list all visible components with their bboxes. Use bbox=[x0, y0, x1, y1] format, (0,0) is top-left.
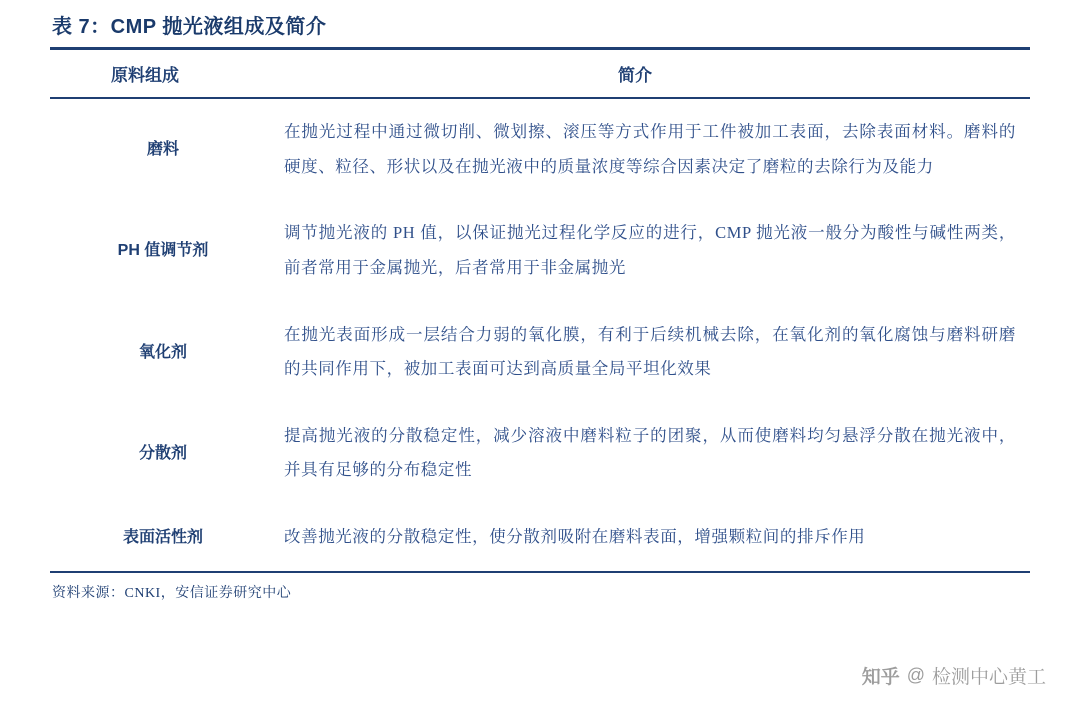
cmp-slurry-table-body bbox=[50, 99, 1030, 571]
page-title: 表 7：CMP 抛光液组成及简介 bbox=[52, 16, 327, 38]
table-row bbox=[50, 200, 1030, 301]
watermark-username: 检测中心黄工 bbox=[931, 667, 1046, 688]
cmp-slurry-table bbox=[50, 50, 1030, 97]
source-note: 资料来源：CNKI，安信证券研究中心 bbox=[52, 585, 292, 601]
column-header-material: 原料组成 bbox=[111, 66, 179, 85]
cell-material-name: 氧化剂 bbox=[138, 343, 187, 361]
cell-material-description: 在抛光表面形成一层结合力弱的氧化膜，有利于后续机械去除，在氧化剂的氧化腐蚀与磨料研磨的共同作用下，被加工表面可达到高质量全局平坦化效果 bbox=[284, 324, 1016, 379]
table-header-row bbox=[50, 50, 1030, 97]
cell-material-name: 表面活性剂 bbox=[122, 528, 203, 546]
zhihu-logo: 知乎 bbox=[861, 667, 900, 688]
cell-material-description: 改善抛光液的分散稳定性，使分散剂吸附在磨料表面，增强颗粒间的排斥作用 bbox=[284, 527, 866, 547]
table-header bbox=[50, 50, 1030, 97]
table-row bbox=[50, 403, 1030, 504]
cell-material-name: PH 值调节剂 bbox=[117, 242, 209, 260]
table-row bbox=[50, 504, 1030, 571]
cell-material-description: 在抛光过程中通过微切削、微划擦、滚压等方式作用于工件被加工表面，去除表面材料。磨料的硬度、粒径、形状以及在抛光液中的质量浓度等综合因素决定了磨粒的去除行为及能力 bbox=[284, 122, 1016, 176]
watermark bbox=[862, 662, 1046, 689]
cell-material-name: 磨料 bbox=[146, 141, 179, 159]
cell-material-description: 调节抛光液的 PH 值，以保证抛光过程化学反应的进行，CMP 抛光液一般分为酸性与碱性两类，前者常用于金属抛光，后者常用于非金属抛光 bbox=[284, 223, 1016, 277]
column-header-description: 简介 bbox=[618, 66, 652, 85]
at-symbol: @ bbox=[906, 665, 925, 685]
cell-material-name: 分散剂 bbox=[138, 444, 187, 462]
table-row bbox=[50, 302, 1030, 403]
cell-material-description: 提高抛光液的分散稳定性，减少溶液中磨料粒子的团聚，从而使磨料均匀悬浮分散在抛光液中，并具有足够的分布稳定性 bbox=[284, 425, 1016, 480]
table-row bbox=[50, 99, 1030, 200]
